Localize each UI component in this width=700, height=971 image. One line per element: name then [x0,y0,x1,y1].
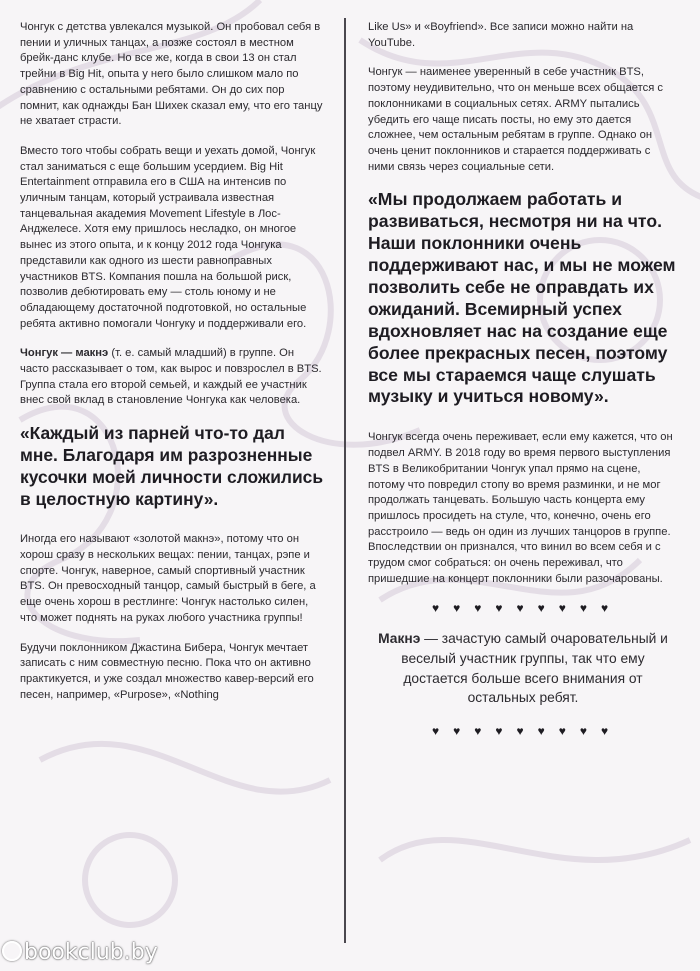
callout-rest: — зачастую самый очаровательный и веселый участник группы, так что ему достается больше всего внимания от остальных ребят. [401,631,668,706]
paragraph: Вместо того чтобы собрать вещи и уехать домой, Чонгук стал заниматься с еще большим усердием. Big Hit Entertainment отправила его в США на интенсив по уличным танцам, который устраивала известная танцевальная академия Movement Lifestyle в Лос-Анджелесе. Хотя ему пришлось несладко, он многое вынес из этого опыта, и к концу 2012 года Чонгука представили как одного из шести равноправных участников BTS. Компания пошла на большой риск, позволив дебютировать ему — столь юному и не обладающему достаточной подготовкой, но остальные ребята активно помогали Чонгуку и поддерживали его. [20,144,316,330]
watermark [0,933,158,971]
paragraph [20,346,324,409]
paragraph: Чонгук с детства увлекался музыкой. Он пробовал себя в пении и уличных танцах, а позже состоял в местном брейк-данс клубе. Но все же, когда в свои 13 он стал трейни в Big Hit, опыта у него было слишком мало по сравнению с остальными ребятами. Он до сих пор помнит, как однажды Бан Шихек сказал ему, что его танцу не хватает страсти. [20,21,323,128]
paragraph: Чонгук — наименее уверенный в себе участник BTS, поэтому неудивительно, что он меньше всех общается с поклонниками в социальных сетях. ARMY пытались убедить его чаще писать посты, но ему это дается сложнее, чем остальным ребятам в группе. Однако он очень ценит поклонников и старается поддерживать с ними связь через социальные сети. [368,66,664,173]
pull-quote: «Мы продолжаем работать и развиваться, несмотря ни на что. Наши поклонники очень поддерживают нас, и мы не можем позволить себе не оправдать их ожиданий. Всемирный успех вдохновляет нас на создание еще более прекрасных песен, поэтому все мы стараемся чаще слушать музыку и учиться новому». [368,189,676,407]
heart-divider-icon: ♥♥♥♥♥♥♥♥♥ [431,601,623,616]
bold-term: Макнэ [378,631,421,647]
watermark-text: bookclub.by [24,939,158,965]
left-column [20,20,324,717]
bold-term: Чонгук — макнэ [20,347,109,360]
watermark-logo [0,940,158,965]
right-column [368,20,678,752]
paragraph-text: (т. е. самый младший) в группе. Он часто рассказывает о том, как вырос и повзрослел в BTS. Группа стала его второй семьей, и каждый ее участник внес свой вклад в становление Чонгука как человека. [20,347,322,407]
paragraph: Чонгук всегда очень переживает, если ему кажется, что он подвел ARMY. В 2018 году во время первого выступления BTS в Великобритании Чонгук упал прямо на сцене, потому что повредил стопу во время разминки, и не мог продолжать танцевать. Большую часть концерта ему пришлось просидеть на стуле, что, конечно, очень его расстроило — ведь он один из лучших танцоров в группе. Впоследствии он признался, что винил во всем себя и с трудом смог собраться: он очень переживал, что пришедшие на концерт поклонники были разочарованы. [368,431,673,585]
heart-divider-icon: ♥♥♥♥♥♥♥♥♥ [431,723,623,738]
logo-circle-icon [2,941,22,961]
paragraph: Иногда его называют «золотой макнэ», потому что он хорош сразу в нескольких вещах: пении, танцах, рэпе и спорте. Чонгук, наверное, самый спортивный участник BTS. Он превосходный танцор, самый быстрый в беге, а еще очень хорош в рестлинге: Чонгук настолько силен, что может поднять на руках любого участника группы! [20,533,316,624]
paragraph: Like Us» и «Boyfriend». Все записи можно найти на YouTube. [368,21,634,49]
column-divider [344,18,346,943]
callout-text [376,629,670,707]
pull-quote: «Каждый из парней что-то дал мне. Благодаря им разрозненные кусочки моей личности сложились в целостную картину». [20,423,324,509]
paragraph: Будучи поклонником Джастина Бибера, Чонгук мечтает записать с ним совместную песню. Пока что он активно практикуется, и уже создал множество кавер-версий его песен, например, «Purpose», «Nothing [20,641,314,701]
